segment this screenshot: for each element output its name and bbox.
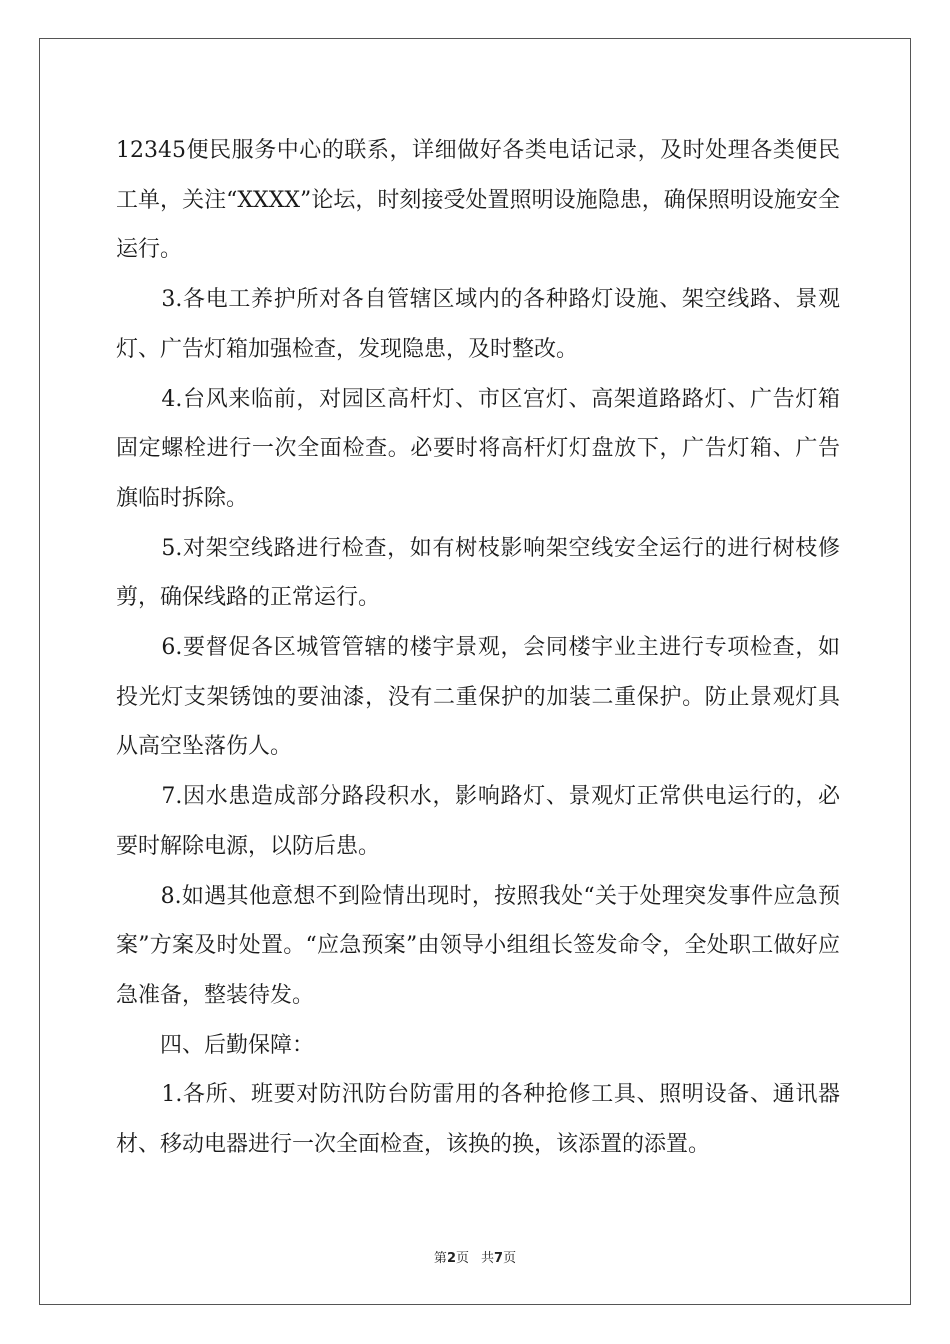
page-footer [0,1247,950,1266]
paragraph-continuation: 12345便民服务中心的联系，详细做好各类电话记录，及时处理各类便民工单，关注“XXXX”论坛，时刻接受处置照明设施隐患，确保照明设施安全运行。 [116,138,840,263]
paragraph-item-4: 4.台风来临前，对园区高杆灯、市区宫灯、高架道路路灯、广告灯箱固定螺栓进行一次全面检查。必要时将高杆灯灯盘放下，广告灯箱、广告旗临时拆除。 [116,386,840,511]
total-suffix: 页 [503,1251,517,1266]
total-page-count: 7 [494,1251,504,1266]
paragraph-item-5: 5.对架空线路进行检查，如有树枝影响架空线安全运行的进行树枝修剪，确保线路的正常运行。 [116,535,840,611]
paragraph-item-7: 7.因水患造成部分路段积水，影响路灯、景观灯正常供电运行的，必要时解除电源，以防后患。 [116,784,840,859]
page-prefix: 第 [433,1251,447,1266]
paragraph-item-6: 6.要督促各区城管管辖的楼宇景观，会同楼宇业主进行专项检查，如投光灯支架锈蚀的要油漆，没有二重保护的加装二重保护。防止景观灯具从高空坠落伤人。 [116,635,840,760]
paragraph-item-3: 3.各电工养护所对各自管辖区域内的各种路灯设施、架空线路、景观灯、广告灯箱加强检查，发现隐患，及时整改。 [116,287,840,362]
document-body [116,126,840,1170]
paragraph-item-8: 8.如遇其他意想不到险情出现时，按照我处“关于处理突发事件应急预案”方案及时处置。“应急预案”由领导小组组长签发命令，全处职工做好应急准备，整装待发。 [116,883,840,1008]
current-page-number: 2 [446,1251,456,1266]
paragraph-logistics-item-1: 1.各所、班要对防汛防台防雷用的各种抢修工具、照明设备、通讯器材、移动电器进行一次全面检查，该换的换，该添置的添置。 [116,1082,840,1158]
section-heading-logistics: 四、后勤保障： [116,1032,315,1058]
page-suffix: 页 [455,1251,469,1266]
total-prefix: 共 [481,1251,495,1266]
